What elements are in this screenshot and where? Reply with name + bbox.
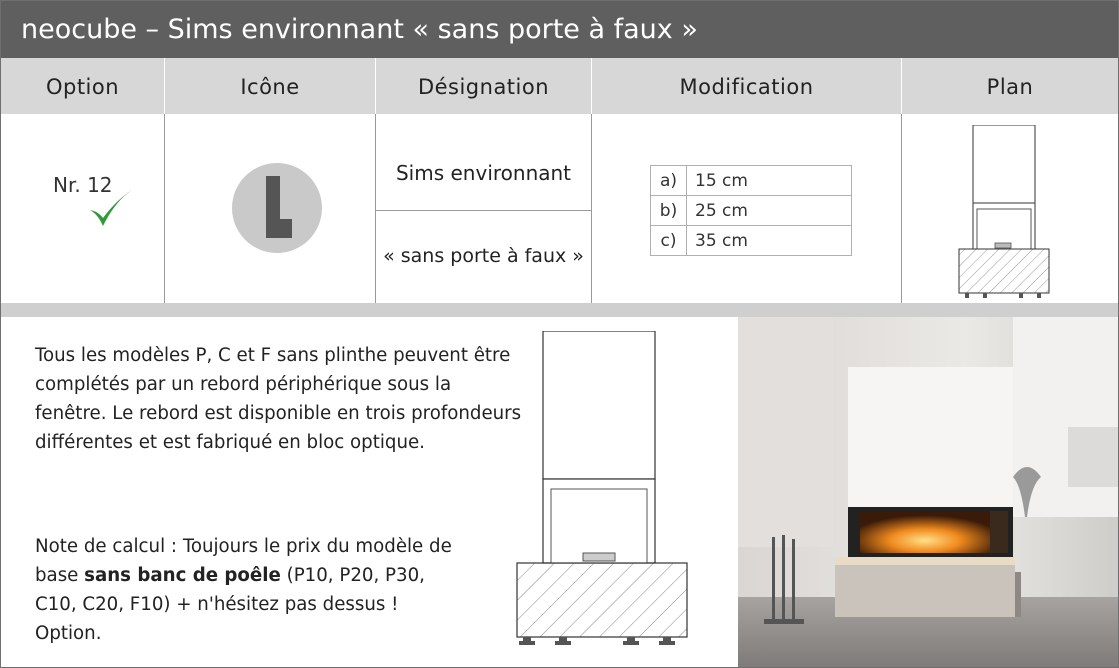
section-separator	[1, 303, 1118, 317]
description-text: Tous les modèles P, C et F sans plinthe peuvent être complétés par un rebord périphérique sous la fenêtre. Le rebord est disponible en trois profondeurs différentes et est fabriqué en bloc optique.	[35, 345, 522, 453]
column-divider	[591, 114, 592, 303]
table-row	[651, 166, 852, 196]
note-suffix: (P10, P20, P30, C10, C20, F10) + n'hésitez pas dessus ! Option.	[35, 565, 425, 644]
header-option: Option	[1, 58, 165, 114]
column-divider	[901, 114, 902, 303]
note-bold: sans banc de poêle	[84, 565, 281, 586]
table-header	[1, 58, 1118, 114]
plan-drawing-large	[509, 331, 699, 651]
note-prefix: Note de calcul : Toujours le prix du modèle de base	[35, 536, 452, 586]
calculation-note	[35, 532, 455, 648]
page-title: neocube – Sims environnant « sans porte à faux »	[1, 1, 1118, 58]
header-plan: Plan	[986, 75, 1034, 99]
column-divider	[375, 114, 376, 303]
product-photo	[738, 317, 1118, 667]
designation-line-1: Sims environnant	[395, 161, 572, 185]
designation-divider	[376, 210, 591, 211]
modification-value: 35 cm	[687, 226, 852, 256]
header-modification: Modification	[592, 58, 902, 114]
modification-key: c)	[651, 226, 687, 256]
modification-key: a)	[651, 166, 687, 196]
modification-table	[650, 165, 852, 256]
sims-option-icon	[231, 162, 323, 254]
modification-value: 25 cm	[687, 196, 852, 226]
modification-key: b)	[651, 196, 687, 226]
table-row	[651, 196, 852, 226]
option-number: Nr. 12	[53, 173, 113, 197]
modification-value: 15 cm	[687, 166, 852, 196]
header-icone: Icône	[165, 58, 376, 114]
designation-line-2: « sans porte à faux »	[383, 245, 584, 267]
column-divider	[164, 114, 165, 303]
table-row	[651, 226, 852, 256]
header-designation: Désignation	[376, 58, 592, 114]
plan-drawing-small	[953, 125, 1063, 300]
check-icon	[87, 184, 135, 232]
